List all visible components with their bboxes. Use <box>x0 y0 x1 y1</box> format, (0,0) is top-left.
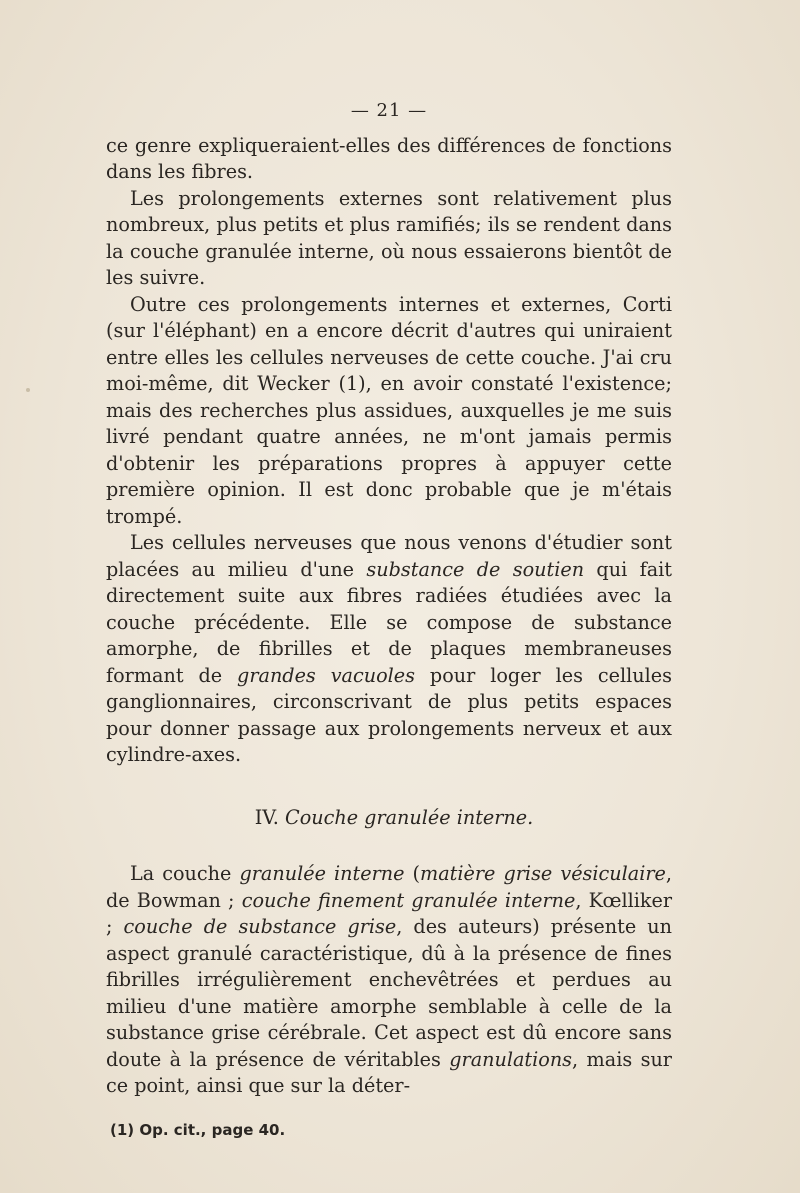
paragraph <box>106 530 672 769</box>
italic-text: couche de substance grise <box>123 915 397 938</box>
body-text-bottom <box>106 861 672 1100</box>
text-run: pour loger les cellules ganglionnaires, circonscrivant de plus petits espaces pour donner passage aux prolongements nerveux et aux cylindre-axes. <box>106 663 673 766</box>
text-run: La couche <box>130 862 240 885</box>
text-run: ( <box>404 862 421 885</box>
text-run: , de Bowman ; <box>106 862 672 912</box>
section-title: Couche granulée interne. <box>285 805 534 829</box>
text-run: Outre ces prolongements internes et externes, Corti (sur l'éléphant) en a encore décrit d'autres qui uniraient entre elles les cellules nerveuses de cette couche. J'ai cru moi-même, dit Wecker (1), en avoir constaté l'existence; mais des recherches plus assidues, auxquelles je me suis livré pendant quatre années, ne m'ont jamais permis d'obtenir les préparations propres à appuyer cette première opinion. Il est donc probable que je m'étais trompé. <box>106 292 672 528</box>
footnote: (1) Op. cit., page 40. <box>110 1120 286 1139</box>
body-text-top <box>106 133 672 769</box>
text-run: ce genre expliqueraient-elles des différences de fonctions dans les fibres. <box>106 133 672 183</box>
text-run: , mais sur ce point, ainsi que sur la déter- <box>106 1047 672 1097</box>
text-run: Les prolongements externes sont relativement plus nombreux, plus petits et plus ramifiés; ils se rendent dans la couche granulée interne, où nous essaierons bientôt de les suivre. <box>106 186 672 289</box>
italic-text: substance de soutien <box>366 557 585 581</box>
section-number: IV. <box>254 805 279 829</box>
paragraph <box>106 292 672 531</box>
text-column <box>106 98 672 1140</box>
page-number: — 21 — <box>350 100 428 121</box>
italic-text: matière grise vésiculaire <box>420 862 666 885</box>
italic-text: couche finement granulée interne <box>241 888 576 912</box>
text-run: qui fait directement suite aux fibres radiées étudiées avec la couche précédente. Elle se compose de substance amorphe, de fibrilles et de plaques membraneuses formant de <box>106 557 672 687</box>
section-heading <box>106 805 672 832</box>
paragraph <box>106 133 672 186</box>
italic-text: granulations <box>449 1047 573 1071</box>
paragraph <box>106 861 672 1100</box>
text-run: Les cellules nerveuses que nous venons d'étudier sont placées au milieu d'une <box>106 531 672 581</box>
text-run: , Kœlliker ; <box>106 888 673 938</box>
italic-text: granulée interne <box>239 862 405 885</box>
italic-text: grandes vacuoles <box>237 663 415 687</box>
paragraph <box>106 186 672 292</box>
text-run: , des auteurs) présente un aspect granulé caractéristique, dû à la présence de fines fibrilles irrégulièrement enchevêtrées et perdues au milieu d'une matière amorphe semblable à celle de la substance grise cérébrale. Cet aspect est dû encore sans doute à la présence de véritables <box>106 915 672 1071</box>
paper-speck <box>26 388 30 392</box>
